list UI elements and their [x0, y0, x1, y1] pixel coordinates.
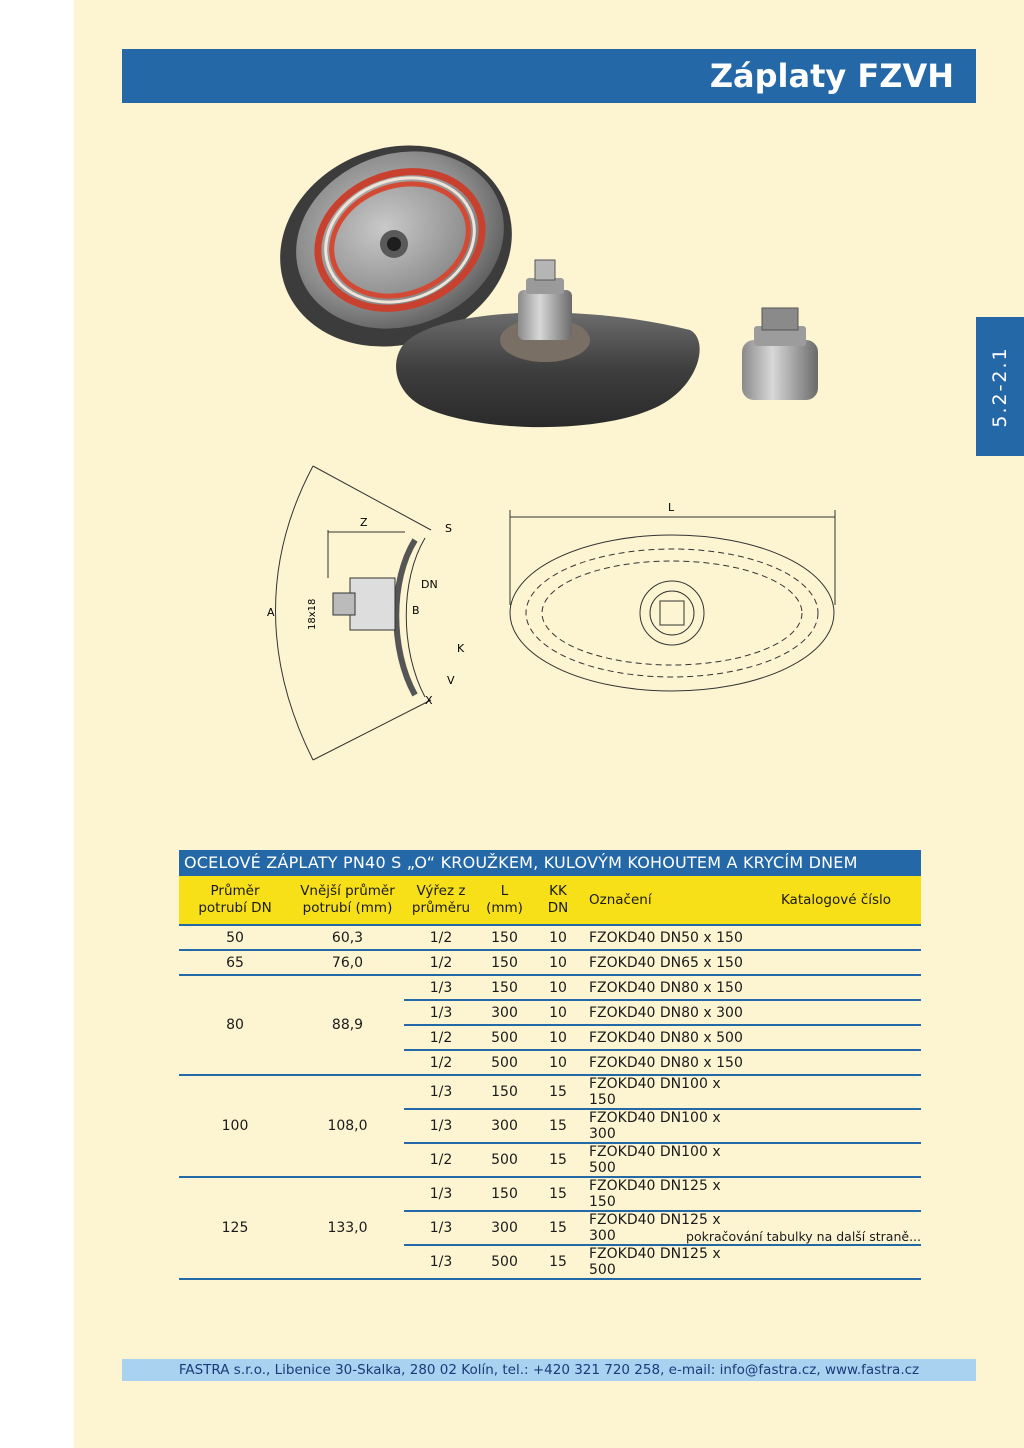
dim-label-dn: DN [421, 578, 438, 591]
cell-catalog-number [751, 1050, 921, 1075]
cell-cutout: 1/3 [404, 1075, 478, 1109]
footer-contact: FASTRA s.r.o., Libenice 30-Skalka, 280 02 Kolín, tel.: +420 321 720 258, e-mail: info@fastra.cz, www.fastra.cz [122, 1359, 976, 1381]
header-kk-dn: KK DN [531, 876, 585, 925]
dim-label-x: X [425, 694, 433, 707]
cell-kk-dn: 15 [531, 1245, 585, 1279]
dim-label-v: V [447, 674, 455, 687]
cell-outer-diameter: 76,0 [291, 950, 404, 975]
cell-length: 500 [478, 1245, 531, 1279]
cell-pipe-dn: 125 [179, 1177, 291, 1279]
dim-label-b: B [412, 604, 420, 617]
table-row [179, 1177, 921, 1211]
dim-label-size: 18x18 [307, 598, 318, 630]
cell-catalog-number [751, 1075, 921, 1109]
cell-length: 150 [478, 950, 531, 975]
section-tab [976, 317, 1024, 456]
cell-cutout: 1/2 [404, 925, 478, 950]
cell-cutout: 1/3 [404, 1211, 478, 1245]
cell-cutout: 1/2 [404, 1143, 478, 1177]
cell-length: 150 [478, 1075, 531, 1109]
cell-outer-diameter: 133,0 [291, 1177, 404, 1279]
cell-length: 150 [478, 925, 531, 950]
header-pipe-dn: Průměr potrubí DN [179, 876, 291, 925]
cell-outer-diameter: 60,3 [291, 925, 404, 950]
cell-outer-diameter: 88,9 [291, 975, 404, 1075]
table-row [179, 925, 921, 950]
cell-kk-dn: 10 [531, 975, 585, 1000]
cell-catalog-number [751, 1245, 921, 1279]
cell-designation: FZOKD40 DN80 x 150 [585, 1050, 751, 1075]
cell-catalog-number [751, 950, 921, 975]
cell-length: 500 [478, 1025, 531, 1050]
cell-cutout: 1/3 [404, 975, 478, 1000]
cell-kk-dn: 15 [531, 1177, 585, 1211]
cell-kk-dn: 10 [531, 1050, 585, 1075]
cell-cutout: 1/3 [404, 1177, 478, 1211]
section-tab-label: 5.2-2.1 [989, 345, 1011, 428]
cell-kk-dn: 15 [531, 1075, 585, 1109]
header-cutout: Výřez z průměru [404, 876, 478, 925]
cell-length: 300 [478, 1109, 531, 1143]
cell-designation: FZOKD40 DN80 x 300 [585, 1000, 751, 1025]
cell-kk-dn: 10 [531, 925, 585, 950]
cell-catalog-number [751, 1177, 921, 1211]
product-photo [270, 140, 830, 440]
cell-kk-dn: 10 [531, 1000, 585, 1025]
product-table [179, 850, 921, 1280]
cell-length: 300 [478, 1211, 531, 1245]
header-outer-diameter: Vnější průměr potrubí (mm) [291, 876, 404, 925]
cell-cutout: 1/2 [404, 1025, 478, 1050]
table-header-row [179, 876, 921, 925]
cell-designation: FZOKD40 DN65 x 150 [585, 950, 751, 975]
cell-catalog-number [751, 1109, 921, 1143]
table-row [179, 1075, 921, 1109]
cell-designation: FZOKD40 DN80 x 150 [585, 975, 751, 1000]
cell-cutout: 1/3 [404, 1000, 478, 1025]
cell-designation: FZOKD40 DN100 x 500 [585, 1143, 751, 1177]
cell-kk-dn: 15 [531, 1109, 585, 1143]
cell-kk-dn: 10 [531, 950, 585, 975]
table-title: OCELOVÉ ZÁPLATY PN40 S „O“ KROUŽKEM, KULOVÝM KOHOUTEM A KRYCÍM DNEM [179, 850, 921, 876]
header-length: L (mm) [478, 876, 531, 925]
header-catalog-number: Katalogové číslo [751, 876, 921, 925]
cell-cutout: 1/3 [404, 1109, 478, 1143]
cell-pipe-dn: 65 [179, 950, 291, 975]
cell-length: 150 [478, 1177, 531, 1211]
cell-designation: FZOKD40 DN125 x 500 [585, 1245, 751, 1279]
table-row [179, 975, 921, 1000]
continuation-note: pokračování tabulky na další straně... [686, 1229, 921, 1244]
header-designation: Označení [585, 876, 751, 925]
cell-cutout: 1/2 [404, 1050, 478, 1075]
cell-catalog-number [751, 1000, 921, 1025]
cell-designation: FZOKD40 DN50 x 150 [585, 925, 751, 950]
cell-pipe-dn: 100 [179, 1075, 291, 1177]
cell-cutout: 1/2 [404, 950, 478, 975]
cell-length: 150 [478, 975, 531, 1000]
dim-label-a: A [267, 606, 275, 619]
cell-kk-dn: 15 [531, 1143, 585, 1177]
cell-length: 300 [478, 1000, 531, 1025]
cell-cutout: 1/3 [404, 1245, 478, 1279]
side-view-drawing [255, 460, 485, 770]
cell-designation: FZOKD40 DN125 x 300 [585, 1211, 751, 1245]
cell-pipe-dn: 50 [179, 925, 291, 950]
dim-label-l: L [668, 501, 675, 514]
top-view-drawing [500, 495, 845, 700]
cell-designation: FZOKD40 DN125 x 150 [585, 1177, 751, 1211]
cell-catalog-number [751, 1025, 921, 1050]
page-title: Záplaty FZVH [709, 57, 954, 95]
dim-label-s: S [445, 522, 452, 535]
cell-catalog-number [751, 975, 921, 1000]
cell-catalog-number [751, 1143, 921, 1177]
cell-designation: FZOKD40 DN80 x 500 [585, 1025, 751, 1050]
cell-catalog-number [751, 925, 921, 950]
dim-label-k: K [457, 642, 465, 655]
cell-outer-diameter: 108,0 [291, 1075, 404, 1177]
cell-length: 500 [478, 1143, 531, 1177]
cell-designation: FZOKD40 DN100 x 300 [585, 1109, 751, 1143]
cell-kk-dn: 15 [531, 1211, 585, 1245]
cell-pipe-dn: 80 [179, 975, 291, 1075]
title-bar [122, 49, 976, 103]
cover-plug [742, 308, 818, 400]
table-row [179, 950, 921, 975]
cell-designation: FZOKD40 DN100 x 150 [585, 1075, 751, 1109]
cell-kk-dn: 10 [531, 1025, 585, 1050]
cell-length: 500 [478, 1050, 531, 1075]
dim-label-z: Z [360, 516, 368, 529]
